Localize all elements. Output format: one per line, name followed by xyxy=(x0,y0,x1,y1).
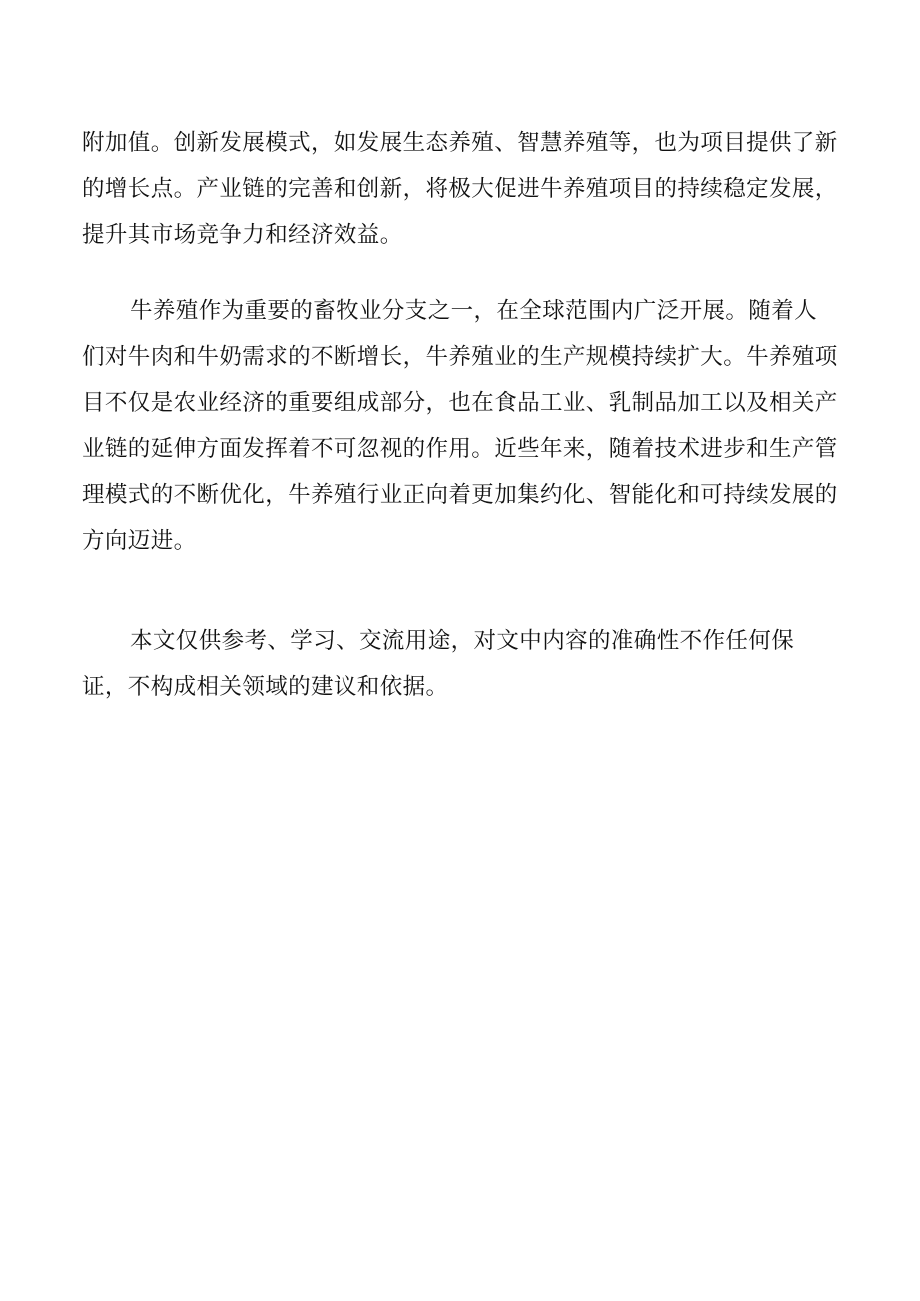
paragraph-continuation xyxy=(82,120,842,258)
text-line: 证，不构成相关领域的建议和依据。 xyxy=(82,674,449,700)
text-line: 附加值。创新发展模式，如发展生态养殖、智慧养殖等，也为项目提供了新 xyxy=(82,130,838,156)
text-line: 本文仅供参考、学习、交流用途，对文中内容的准确性不作任何保 xyxy=(130,628,795,654)
text-line: 方向迈进。 xyxy=(82,528,197,554)
paragraph-cattle-farming xyxy=(82,288,842,564)
paragraph-disclaimer xyxy=(82,618,842,710)
text-line: 目不仅是农业经济的重要组成部分，也在食品工业、乳制品加工以及相关产 xyxy=(82,390,838,416)
text-line: 提升其市场竞争力和经济效益。 xyxy=(82,222,403,248)
text-line: 牛养殖作为重要的畜牧业分支之一，在全球范围内广泛开展。随着人 xyxy=(130,298,818,324)
text-line: 们对牛肉和牛奶需求的不断增长，牛养殖业的生产规模持续扩大。牛养殖项 xyxy=(82,344,838,370)
text-line: 理模式的不断优化，牛养殖行业正向着更加集约化、智能化和可持续发展的 xyxy=(82,482,838,508)
text-line: 的增长点。产业链的完善和创新，将极大促进牛养殖项目的持续稳定发展， xyxy=(82,176,838,202)
text-line: 业链的延伸方面发挥着不可忽视的作用。近些年来，随着技术进步和生产管 xyxy=(82,436,838,462)
